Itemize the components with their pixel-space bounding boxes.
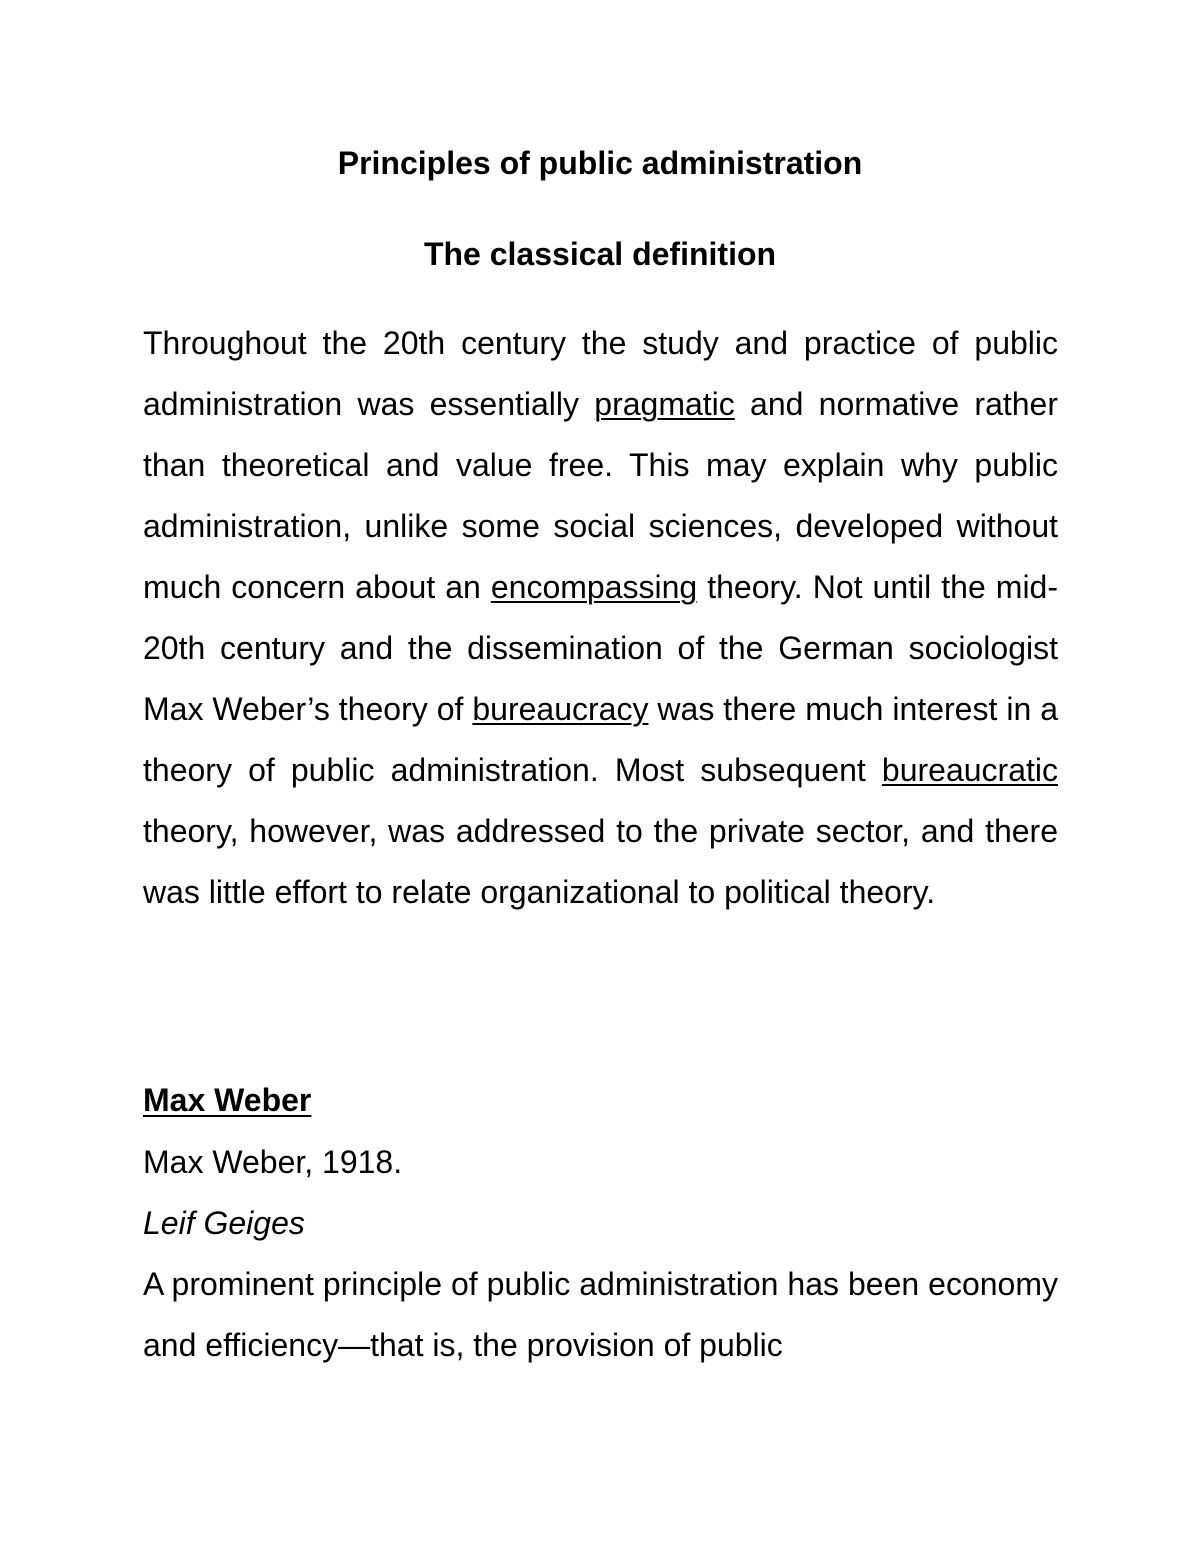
paragraph-text: Throughout the 20th century the study and practice of public administration was essentially xyxy=(143,325,1058,422)
paragraph-text: theory, however, was addressed to the private sector, and there was little effort to relate organizational to political theory. xyxy=(143,813,1058,910)
body-paragraph-1 xyxy=(143,313,1058,923)
page-title: Principles of public administration xyxy=(337,145,863,181)
image-credit: Leif Geiges xyxy=(143,1205,305,1241)
image-caption: Max Weber, 1918. xyxy=(143,1144,403,1180)
paragraph-text: theory. Not until the mid-20th century and the dissemination of the German sociologist Max Weber’s theory of xyxy=(143,569,1059,727)
link-pragmatic[interactable]: pragmatic xyxy=(594,386,735,422)
section-subtitle: The classical definition xyxy=(423,236,777,272)
body-paragraph-2: A prominent principle of public administration has been economy and efficiency—that is, the provision of public xyxy=(143,1266,1058,1363)
paragraph-text: and normative rather than theoretical and value free. This may explain why public administration, unlike some social sciences, developed without much concern about an xyxy=(143,386,1058,605)
paragraph-text: was there much interest in a theory of public administration. Most subsequent xyxy=(143,691,1059,788)
link-bureaucracy[interactable]: bureaucracy xyxy=(472,691,649,727)
link-encompassing[interactable]: encompassing xyxy=(490,569,698,605)
link-bureaucratic[interactable]: bureaucratic xyxy=(881,752,1058,788)
section-heading-max-weber: Max Weber xyxy=(143,1082,312,1118)
